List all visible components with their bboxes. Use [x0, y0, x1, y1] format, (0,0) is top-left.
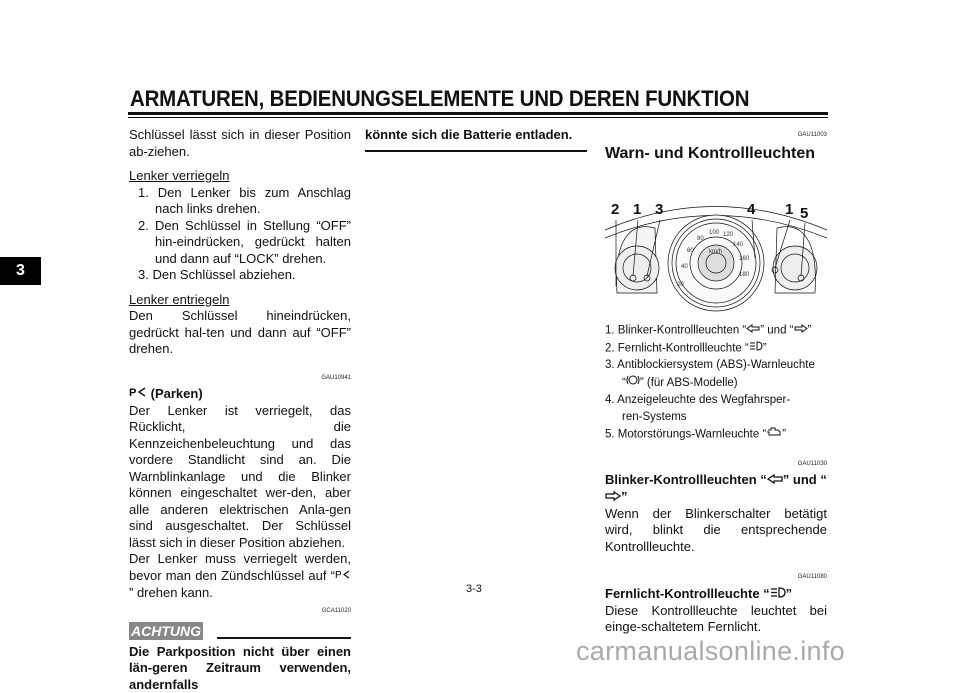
caption-item: 4. Anzeigeleuchte des Wegfahrsper-: [605, 394, 791, 407]
section-code: GAU11003: [797, 132, 827, 138]
lock-steps: [129, 185, 351, 284]
park-heading-label: (Parken): [150, 386, 203, 401]
section-code: GAU11030: [797, 460, 827, 467]
callout-number: 2: [611, 201, 620, 218]
high-beam-heading: Fernlicht-Kontrollleuchte “ ”: [605, 585, 793, 601]
svg-text:180: 180: [739, 272, 750, 278]
callout-number: 3: [655, 201, 664, 218]
svg-text:P: P: [335, 570, 342, 581]
header-rule-thick: [128, 112, 828, 115]
svg-text:80: 80: [697, 236, 704, 242]
caption-item: 1. Blinker-Kontrollleuchten “ ” und “ ”: [605, 322, 827, 340]
caution-text-continued: könnte sich die Batterie entladen.: [365, 127, 573, 142]
intro-text: Schlüssel lässt sich in dieser Position ab-ziehen.: [129, 127, 351, 159]
arrow-right-icon: [794, 322, 808, 339]
arrow-right-icon: [605, 489, 621, 506]
caption-item-continued: “ ” (für ABS-Modelle): [605, 374, 827, 392]
abs-warning-icon: [626, 374, 640, 392]
column-right: [605, 127, 827, 636]
unlock-heading: Lenker entriegeln: [129, 291, 230, 307]
chapter-tab: 3: [0, 257, 41, 285]
caution-end-rule: [365, 150, 587, 152]
callout-number: 1: [785, 201, 794, 218]
section-code: GAU10941: [321, 374, 351, 381]
blinker-heading: Blinker-Kontrollleuchten “ ” und “”: [605, 472, 827, 504]
caution-code: GCA11020: [321, 608, 351, 615]
page-number: 3-3: [466, 583, 482, 595]
parking-symbol-icon: [129, 386, 147, 403]
engine-warning-icon: [766, 426, 782, 443]
caption-item: 3. Antiblockiersystem (ABS)-Warnleuchte: [605, 359, 815, 372]
svg-text:40: 40: [681, 264, 688, 270]
callout-number: 1: [633, 201, 642, 218]
lock-heading: Lenker verriegeln: [129, 168, 230, 183]
svg-text:20: 20: [677, 282, 684, 288]
instrument-panel-figure: [605, 168, 827, 318]
svg-text:140: 140: [733, 242, 744, 248]
caution-rule: [217, 637, 351, 639]
list-item: 1. Den Lenker bis zum Anschlag nach links drehen.: [138, 184, 351, 216]
caution-label: ACHTUNG: [131, 622, 201, 639]
section-title: Warn- und Kontrollleuchten: [605, 144, 816, 162]
section-code: GAU11080: [797, 574, 827, 581]
parking-symbol-icon: [335, 568, 351, 585]
callout-number: 5: [800, 205, 809, 222]
caption-item-continued: ren-Systems: [622, 411, 687, 424]
column-left: [129, 127, 351, 693]
list-item: 2. Den Schlüssel in Stellung “OFF” hin-eindrücken, gedrückt halten und dann auf “LOCK” drehen.: [138, 217, 351, 266]
header-rule-thin: [128, 117, 828, 118]
high-beam-text: Diese Kontrollleuchte leuchtet bei einge-schaltetem Fernlicht.: [605, 602, 827, 635]
high-beam-icon: [770, 586, 786, 603]
park-text: Der Lenker ist verriegelt, das Rücklicht, die Kennzeichenbeleuchtung und das vordere Standlicht sind an. Die Warnblinkanlage und die Blinker können eingeschaltet wer-den, aber alle anderen elektrischen Anla-gen sind ausgeschaltet. Der Schlüssel lässt sich in dieser Position abziehen.: [129, 402, 351, 550]
speed-unit-label: km/h: [709, 249, 723, 255]
park-heading: [129, 386, 351, 403]
arrow-left-icon: [746, 322, 760, 339]
unlock-text: Den Schlüssel hineindrücken, gedrückt hal-ten und dann auf “OFF” drehen.: [129, 308, 351, 356]
high-beam-icon: [749, 340, 763, 357]
figure-captions: [605, 322, 827, 444]
list-item: 3. Den Schlüssel abziehen.: [138, 267, 296, 282]
caution-banner: [129, 622, 351, 640]
svg-text:60: 60: [687, 248, 694, 254]
page-header-title: ARMATUREN, BEDIENUNGSELEMENTE UND DEREN FUNKTION: [130, 86, 750, 111]
caption-item: 5. Motorstörungs-Warnleuchte “ ”: [605, 426, 827, 444]
caution-text: Die Parkposition nicht über einen län-geren Zeitraum verwenden, andernfalls: [129, 643, 351, 692]
blinker-text: Wenn der Blinkerschalter betätigt wird, blinkt die entsprechende Kontrollleuchte.: [605, 505, 827, 554]
park-text-2: Der Lenker muss verriegelt werden, bevor man den Zündschlüssel auf “ P ” drehen kann.: [129, 551, 351, 600]
watermark: carmanualsonline.info: [576, 636, 845, 666]
svg-text:160: 160: [739, 256, 750, 262]
callout-number: 4: [747, 201, 756, 218]
arrow-left-icon: [767, 472, 783, 489]
caption-item: 2. Fernlicht-Kontrollleuchte “ ”: [605, 340, 827, 358]
svg-text:100: 100: [709, 230, 720, 236]
column-middle: [365, 127, 587, 152]
svg-text:P: P: [129, 387, 137, 399]
svg-text:120: 120: [723, 232, 734, 238]
